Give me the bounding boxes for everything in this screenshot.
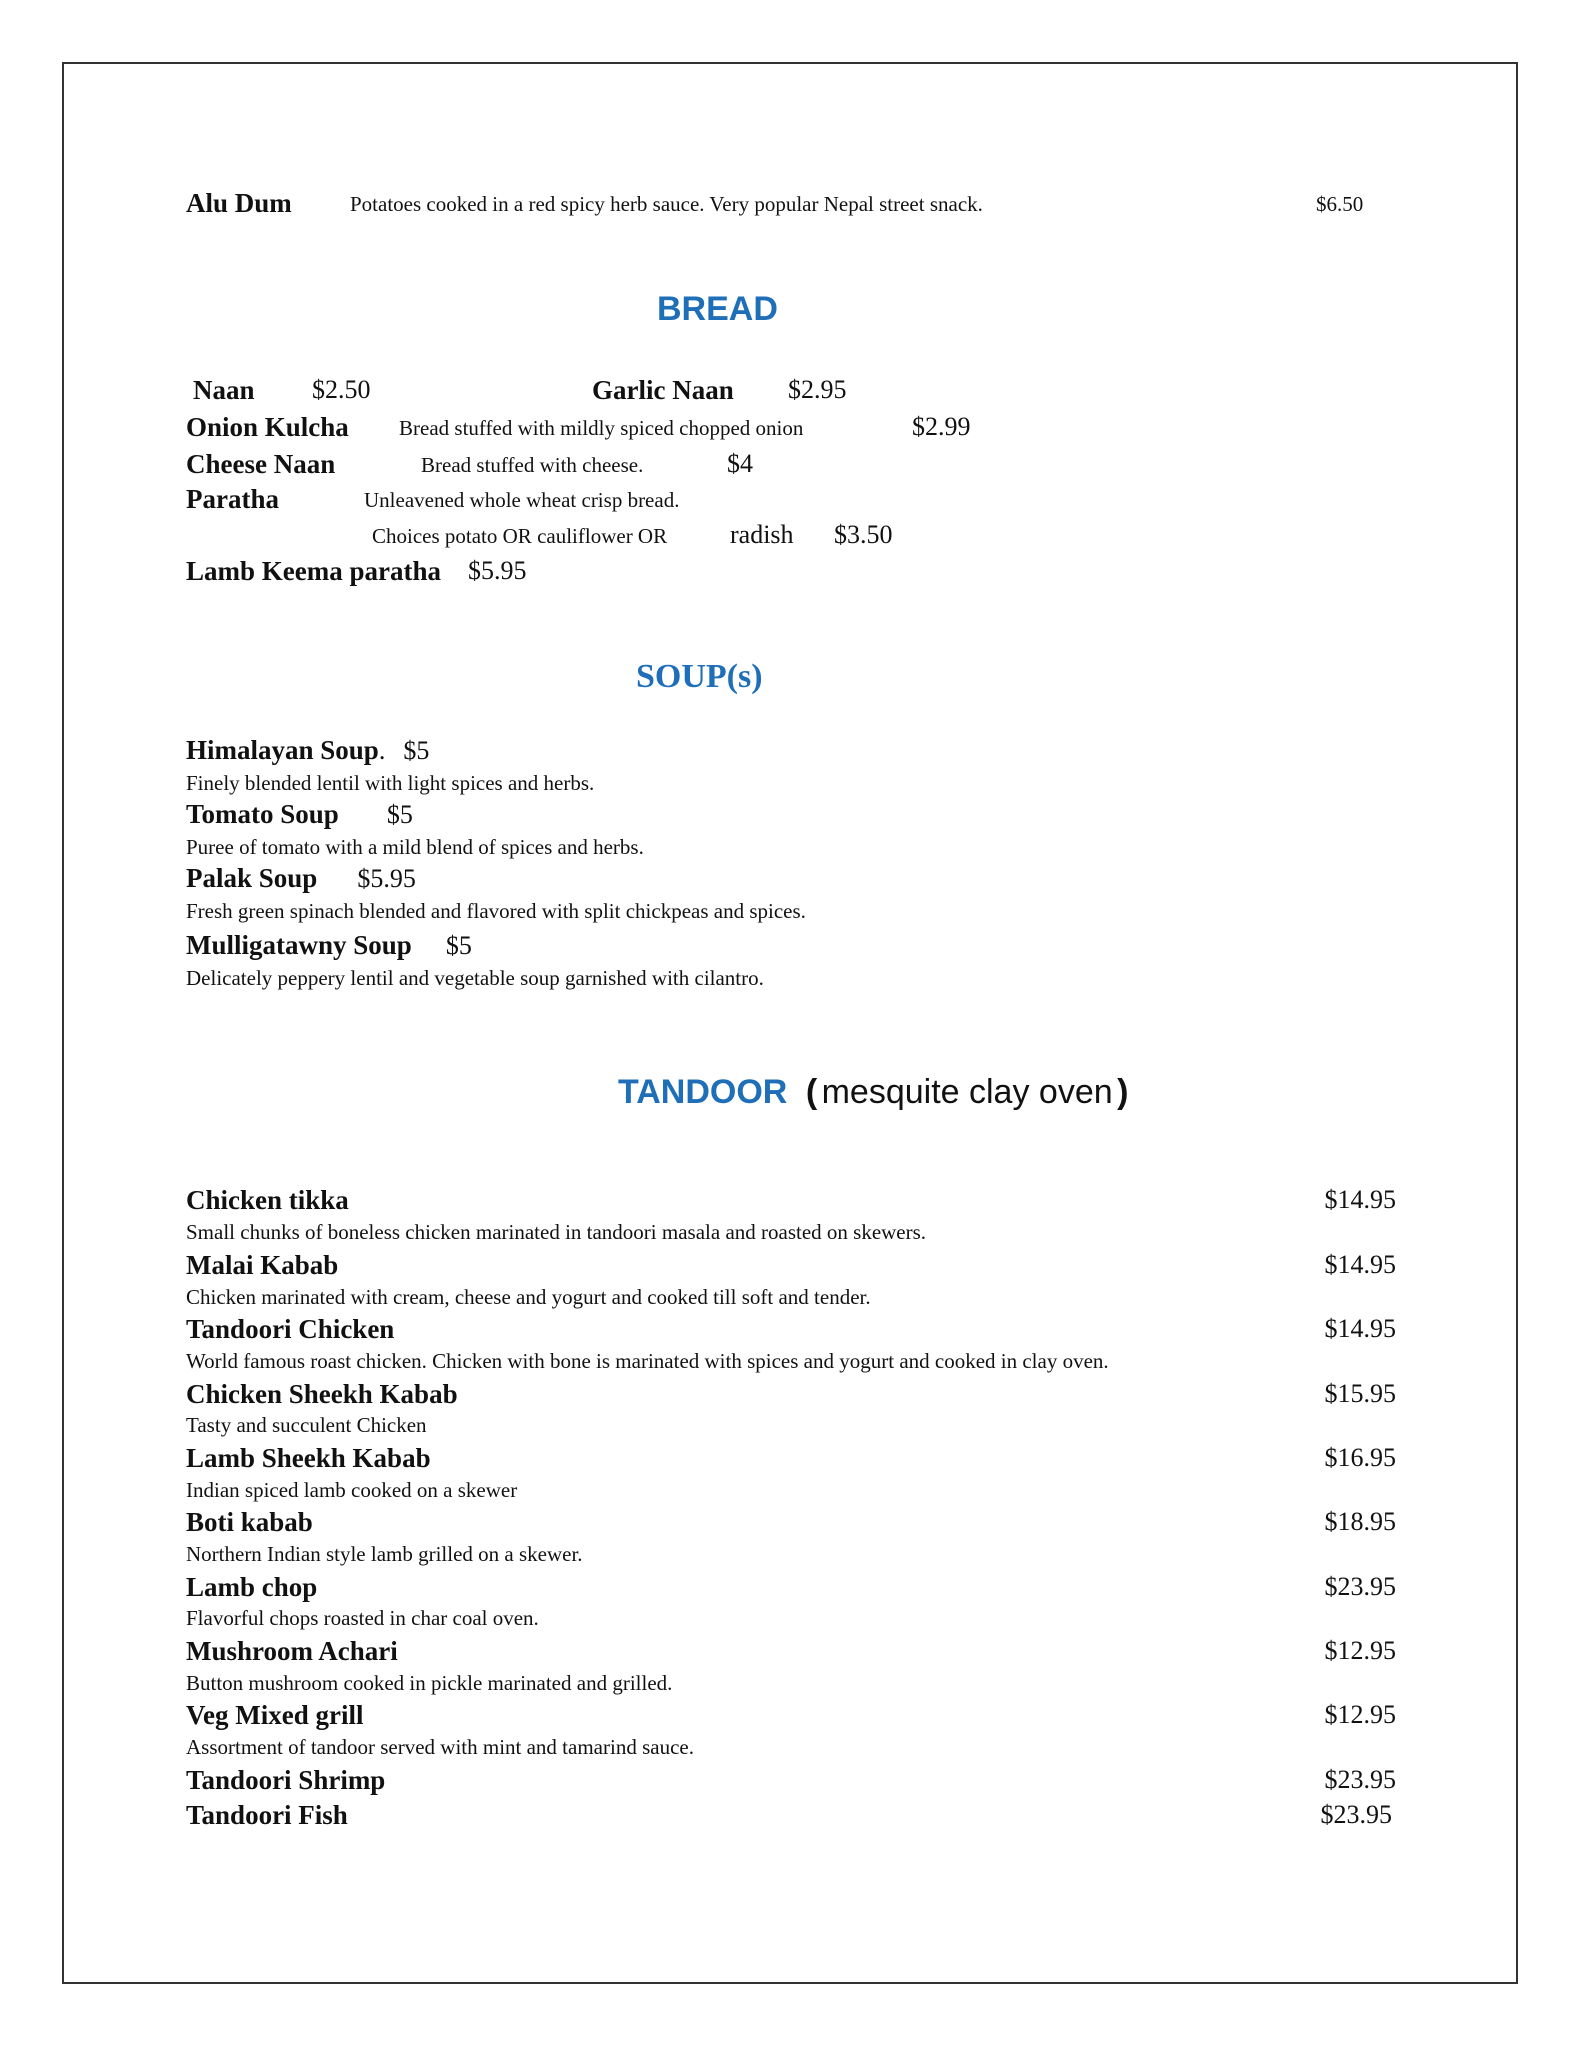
tandoor-item-name: Tandoori Fish — [186, 1800, 348, 1830]
soup-desc: Puree of tomato with a mild blend of spices and herbs. — [186, 835, 644, 859]
item-price-cheese-naan: $4 — [727, 449, 753, 478]
section-title-bread: BREAD — [657, 290, 778, 328]
item-desc-paratha: Unleavened whole wheat crisp bread. — [364, 488, 680, 512]
tandoor-item-price: $14.95 — [1324, 1185, 1396, 1214]
tandoor-item-name: Chicken Sheekh Kabab — [186, 1379, 458, 1409]
item-name-garlic-naan: Garlic Naan — [592, 375, 734, 405]
tandoor-item-price: $16.95 — [1324, 1443, 1396, 1472]
tandoor-item — [186, 1636, 1396, 1670]
tandoor-item — [186, 1314, 1396, 1348]
tandoor-item-desc: Tasty and succulent Chicken — [186, 1413, 427, 1437]
item-name-lamb-keema-paratha: Lamb Keema paratha — [186, 556, 441, 586]
tandoor-item-desc: Small chunks of boneless chicken marinated in tandoori masala and roasted on skewers. — [186, 1220, 927, 1244]
tandoor-item — [186, 1185, 1396, 1219]
soup-desc: Finely blended lentil with light spices and herbs. — [186, 771, 595, 795]
tandoor-item-price: $12.95 — [1324, 1636, 1396, 1665]
tandoor-item-desc: Assortment of tandoor served with mint and tamarind sauce. — [186, 1735, 694, 1759]
item-desc-cheese-naan: Bread stuffed with cheese. — [421, 453, 644, 477]
item-name-alu-dum: Alu Dum — [186, 188, 292, 218]
soup-name-suffix: . — [378, 736, 386, 765]
page-border — [62, 62, 1518, 1984]
tandoor-item-desc: Flavorful chops roasted in char coal oven. — [186, 1606, 539, 1630]
tandoor-item-desc: Northern Indian style lamb grilled on a skewer. — [186, 1542, 583, 1566]
tandoor-item — [186, 1800, 1392, 1834]
soup-name: Mulligatawny Soup — [186, 930, 412, 960]
tandoor-item-price: $23.95 — [1324, 1765, 1396, 1794]
section-subtitle-open-paren: ( — [805, 1073, 818, 1111]
item-name-naan: Naan — [193, 375, 255, 405]
tandoor-item-name: Lamb Sheekh Kabab — [186, 1443, 431, 1473]
tandoor-item-price: $15.95 — [1324, 1379, 1396, 1408]
tandoor-item-desc: Chicken marinated with cream, cheese and yogurt and cooked till soft and tender. — [186, 1285, 871, 1309]
tandoor-item-desc: Indian spiced lamb cooked on a skewer — [186, 1478, 518, 1502]
tandoor-item — [186, 1765, 1396, 1799]
tandoor-item-price: $23.95 — [1320, 1800, 1392, 1829]
tandoor-item — [186, 1572, 1396, 1606]
soup-price: $5 — [386, 800, 413, 829]
tandoor-item-name: Chicken tikka — [186, 1185, 349, 1215]
tandoor-item-price: $14.95 — [1324, 1314, 1396, 1343]
tandoor-item-price: $18.95 — [1324, 1507, 1396, 1536]
tandoor-item-name: Lamb chop — [186, 1572, 318, 1602]
tandoor-item-name: Veg Mixed grill — [186, 1700, 364, 1730]
tandoor-item-name: Malai Kabab — [186, 1250, 339, 1280]
item-price-garlic-naan: $2.95 — [788, 375, 847, 404]
soup-name: Palak Soup — [186, 863, 318, 893]
item-name-cheese-naan: Cheese Naan — [186, 449, 336, 479]
tandoor-item-price: $12.95 — [1324, 1700, 1396, 1729]
item-name-paratha: Paratha — [186, 484, 279, 514]
tandoor-item-name: Tandoori Chicken — [186, 1314, 395, 1344]
section-title-tandoor — [618, 1075, 1128, 1109]
tandoor-item — [186, 1700, 1396, 1734]
section-title-tandoor-text: TANDOOR — [618, 1073, 788, 1111]
section-subtitle-close-paren: ) — [1117, 1073, 1129, 1111]
soup-item — [186, 865, 416, 892]
soup-name: Tomato Soup — [186, 799, 339, 829]
soup-price: $5 — [445, 931, 472, 960]
item-price-naan: $2.50 — [312, 375, 371, 404]
tandoor-item — [186, 1379, 1396, 1413]
tandoor-item — [186, 1507, 1396, 1541]
tandoor-item-desc: Button mushroom cooked in pickle marinated and grilled. — [186, 1671, 673, 1695]
soup-name: Himalayan Soup — [186, 735, 379, 765]
tandoor-item-price: $23.95 — [1324, 1572, 1396, 1601]
soup-desc: Fresh green spinach blended and flavored with split chickpeas and spices. — [186, 899, 806, 923]
soup-desc: Delicately peppery lentil and vegetable soup garnished with cilantro. — [186, 966, 764, 990]
item-choices-paratha: Choices potato OR cauliflower OR — [372, 524, 668, 548]
tandoor-item-desc: World famous roast chicken. Chicken with bone is marinated with spices and yogurt and cooked in clay oven. — [186, 1349, 1109, 1373]
section-title-soups: SOUP(s) — [636, 658, 763, 695]
soup-price: $5 — [403, 736, 430, 765]
tandoor-item-name: Mushroom Achari — [186, 1636, 398, 1666]
soup-item — [186, 737, 429, 764]
item-price-onion-kulcha: $2.99 — [912, 412, 971, 441]
tandoor-item-price: $14.95 — [1324, 1250, 1396, 1279]
item-price-paratha: $3.50 — [834, 520, 893, 549]
item-price-alu-dum: $6.50 — [1316, 192, 1364, 216]
item-choices-last-paratha: radish — [730, 520, 794, 549]
section-subtitle-tandoor: mesquite clay oven — [821, 1073, 1113, 1111]
soup-item — [186, 801, 413, 828]
tandoor-item-name: Boti kabab — [186, 1507, 313, 1537]
tandoor-item — [186, 1443, 1396, 1477]
item-desc-alu-dum: Potatoes cooked in a red spicy herb sauce. Very popular Nepal street snack. — [350, 192, 983, 216]
tandoor-item — [186, 1250, 1396, 1284]
soup-price: $5.95 — [357, 864, 416, 893]
soup-item — [186, 932, 472, 959]
item-price-lamb-keema-paratha: $5.95 — [468, 556, 527, 585]
item-name-onion-kulcha: Onion Kulcha — [186, 412, 349, 442]
tandoor-item-name: Tandoori Shrimp — [186, 1765, 386, 1795]
item-desc-onion-kulcha: Bread stuffed with mildly spiced chopped onion — [399, 416, 804, 440]
